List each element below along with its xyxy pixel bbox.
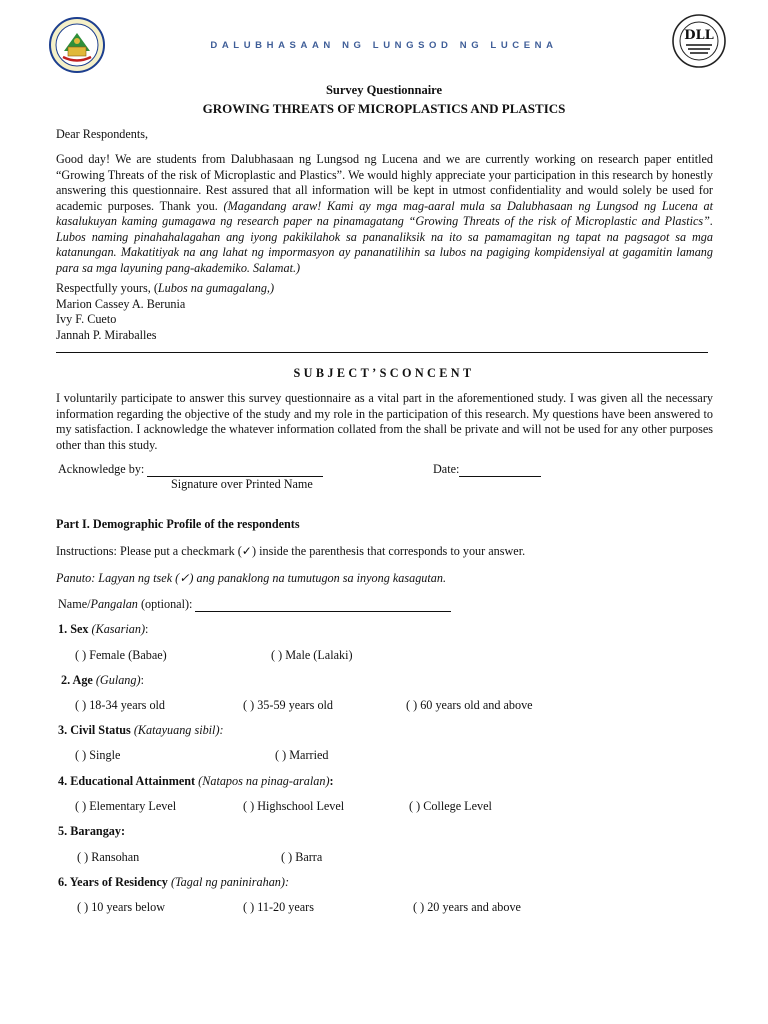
name-field[interactable] [195, 598, 451, 612]
question-residency [58, 875, 289, 890]
option-elementary[interactable]: ( ) Elementary Level [75, 799, 177, 813]
part1-heading-rest: . Demographic Profile of the respondents [86, 517, 300, 531]
institution-name: DALUBHASAAN NG LUNGSOD NG LUCENA [210, 40, 558, 51]
question-label: 2. Age [61, 673, 93, 687]
question-label-filipino: (Tagal ng paninirahan): [170, 875, 290, 889]
option-11-20[interactable]: ( ) 11-20 years [243, 900, 314, 914]
survey-title: Survey Questionnaire [325, 83, 443, 97]
option-single[interactable]: ( ) Single [75, 748, 121, 762]
consent-heading: SUBJECT’SCONCENT [293, 366, 475, 380]
name-label-filipino: Pangalan [90, 597, 138, 611]
option-highschool[interactable]: ( ) Highschool Level [243, 799, 345, 813]
option-married[interactable]: ( ) Married [275, 748, 329, 762]
question-education [58, 774, 334, 789]
name-label-rest: (optional): [137, 597, 196, 611]
author-1: Marion Cassey A. Berunia [56, 297, 186, 311]
question-suffix: : [329, 774, 334, 788]
question-label: 3. Civil Status [58, 723, 131, 737]
main-title: GROWING THREATS OF MICROPLASTICS AND PLASTICS [202, 101, 566, 116]
closing-filipino: Lubos na gumagalang,) [157, 281, 275, 295]
option-age-60-above[interactable]: ( ) 60 years old and above [406, 698, 533, 712]
letter-body-english: Good day! We are students from Dalubhasaan ng Lungsod ng Lucena and we are currently working on research paper entitled “Growing Threats of the risk of Microplastic and Plastics”. We would highly appreciate your participation in this research by honestly answering this questionnaire. Rest assured that all information will be kept in utmost confidentiality and would solely be used for academic purposes. Thank you. [56, 152, 713, 213]
question-label-filipino: (Kasarian) [91, 622, 146, 636]
acknowledge-row [58, 462, 323, 477]
date-field[interactable] [459, 463, 541, 477]
svg-text:DLL: DLL [684, 28, 714, 43]
option-age-35-59[interactable]: ( ) 35-59 years old [243, 698, 334, 712]
date-label: Date: [433, 462, 460, 476]
acknowledge-label: Acknowledge by: [58, 462, 145, 476]
question-label-filipino: (Katayuang sibil): [133, 723, 224, 737]
question-sex [58, 622, 148, 637]
author-3: Jannah P. Miraballes [56, 328, 157, 342]
question-age [61, 673, 144, 688]
question-barangay: 5. Barangay: [58, 824, 126, 838]
section-divider [56, 352, 708, 353]
option-20-above[interactable]: ( ) 20 years and above [413, 900, 521, 914]
letter-body-filipino: (Magandang araw! Kami ay mga mag-aaral mula sa Dalubhasaan ng Lungsod ng Lucena at kasalukuyan kaming gumagawa ng research paper na pinamagatang “Growing Threats of the risk of Microplastic and Plastics”. Lubos naming pinahahalagahan ang iyong pakikilahok sa pananaliksik na ito sa pamamagitan ng tapat na pagsagot sa mga katanungan. Makatitiyak na ang lahat ng impormasyon ay pananatilihin sa lubos na pagiging kompidensiyal at gagamitin lamang para sa mga layuning pang-akademiko. Salamat.) [56, 198, 713, 275]
question-label: 6. Years of Residency [58, 875, 168, 889]
option-male[interactable]: ( ) Male (Lalaki) [271, 648, 353, 662]
signature-field[interactable] [147, 463, 323, 477]
question-label-filipino: (Gulang) [95, 673, 141, 687]
author-2: Ivy F. Cueto [56, 312, 117, 326]
question-suffix: : [140, 673, 144, 687]
option-10-below[interactable]: ( ) 10 years below [77, 900, 165, 914]
question-civil-status [58, 723, 224, 738]
question-label: 1. Sex [58, 622, 89, 636]
letter-body [56, 152, 713, 276]
name-row [58, 597, 451, 612]
part1-heading-bold: Part I [56, 517, 87, 531]
option-barra[interactable]: ( ) Barra [281, 850, 323, 864]
instructions: Instructions: Please put a checkmark (✓) inside the parenthesis that corresponds to your answer. [56, 544, 526, 558]
option-college[interactable]: ( ) College Level [409, 799, 492, 813]
part1-heading [56, 517, 300, 532]
panuto: Panuto: Lagyan ng tsek (✓) ang panaklong na tumutugon sa inyong kasagutan. [56, 571, 447, 585]
option-age-18-34[interactable]: ( ) 18-34 years old [75, 698, 166, 712]
question-label: 4. Educational Attainment [58, 774, 196, 788]
signature-caption: Signature over Printed Name [171, 477, 313, 491]
question-suffix: : [145, 622, 149, 636]
option-ransohan[interactable]: ( ) Ransohan [77, 850, 140, 864]
question-label-filipino: (Natapos na pinag-aralan) [198, 774, 330, 788]
option-female[interactable]: ( ) Female (Babae) [75, 648, 167, 662]
closing [56, 281, 274, 296]
closing-text: Respectfully yours, ( [56, 281, 158, 295]
date-row [433, 462, 541, 477]
consent-body: I voluntarily participate to answer this survey questionnaire as a vital part in the aforementioned study. I was given all the necessary information regarding the objective of the study and my role in the participation of this research. My questions have been answered to my satisfaction. I acknowledge the whatever information collated from the shall be private and will not be used for any other purposes other than this study. [56, 391, 713, 452]
salutation: Dear Respondents, [56, 127, 149, 141]
name-label: Name/ [58, 597, 91, 611]
